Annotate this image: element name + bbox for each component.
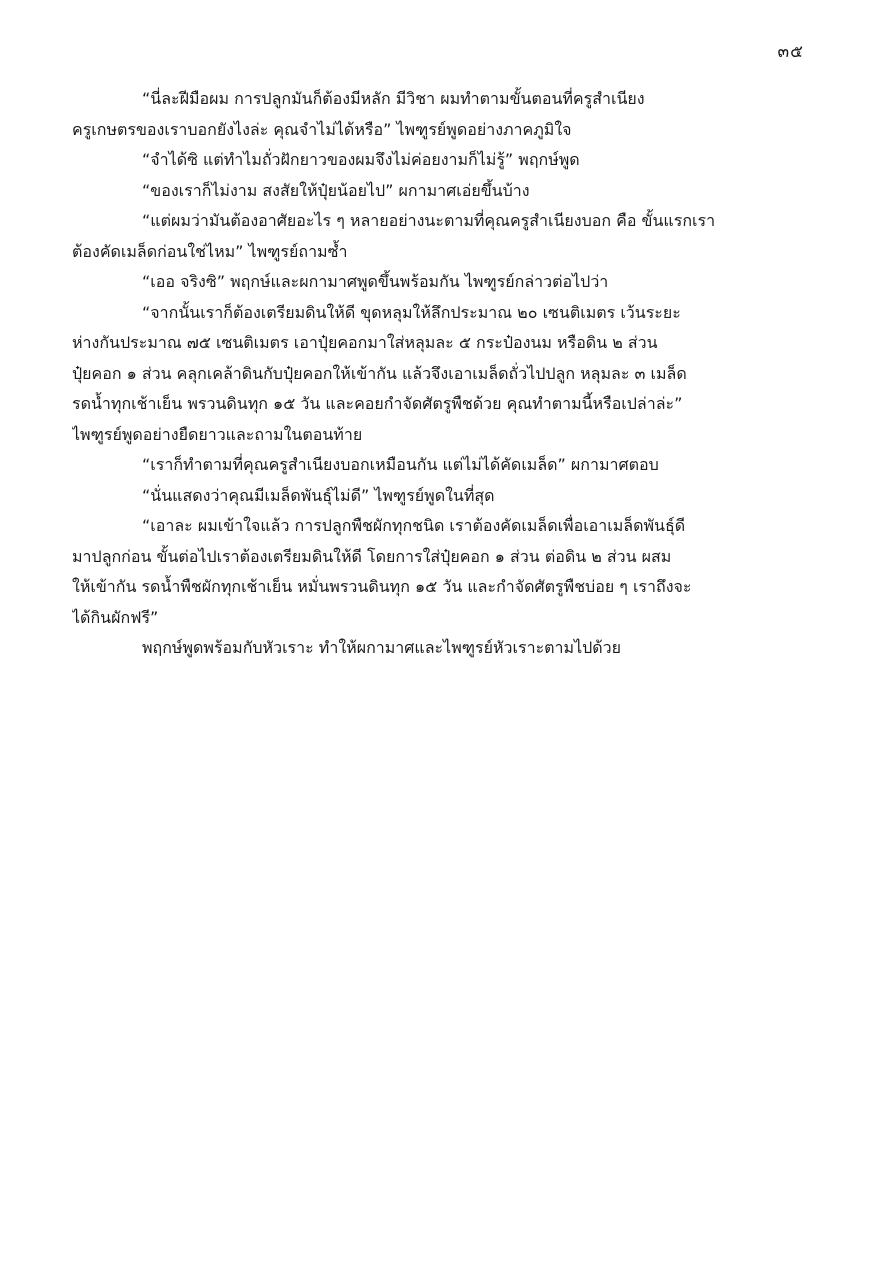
paragraph-line: รดน้ำทุกเช้าเย็น พรวนดินทุก ๑๕ วัน และคอยกำจัดศัตรูพืชด้วย คุณทำตามนี้หรือเปล่าล่ะ”	[72, 394, 683, 413]
paragraph-line: ต้องคัดเมล็ดก่อนใช่ไหม” ไพฑูรย์ถามซ้ำ	[72, 241, 348, 261]
paragraph-line: “เราก็ทำตามที่คุณครูสำเนียงบอกเหมือนกัน แต่ไม่ได้คัดเมล็ด” ผกามาศตอบ	[142, 455, 659, 474]
paragraph-line: พฤกษ์พูดพร้อมกับหัวเราะ ทำให้ผกามาศและไพฑูรย์หัวเราะตามไปด้วย	[142, 638, 622, 657]
paragraph-line: “ของเราก็ไม่งาม สงสัยให้ปุ๋ยน้อยไป” ผกามาศเอ่ยขึ้นบ้าง	[142, 180, 530, 200]
story-body	[72, 84, 796, 664]
paragraph-line: “นั่นแสดงว่าคุณมีเมล็ดพันธุ์ไม่ดี” ไพฑูรย์พูดในที่สุด	[142, 485, 495, 505]
paragraph-line: ได้กินผักฟรี”	[72, 607, 159, 627]
paragraph-line: “จากนั้นเราก็ต้องเตรียมดินให้ดี ขุดหลุมให้ลึกประมาณ ๒๐ เซนติเมตร เว้นระยะ	[142, 302, 681, 322]
paragraph-2	[72, 145, 796, 176]
paragraph-3	[72, 176, 796, 207]
paragraph-4	[72, 206, 796, 267]
paragraph-line: มาปลูกก่อน ขั้นต่อไปเราต้องเตรียมดินให้ดี โดยการใส่ปุ๋ยคอก ๑ ส่วน ต่อดิน ๒ ส่วน ผสม	[72, 546, 672, 566]
paragraph-line: “นี่ละฝีมือผม การปลูกมันก็ต้องมีหลัก มีวิชา ผมทำตามขั้นตอนที่ครูสำเนียง	[142, 89, 645, 108]
paragraph-line: ห่างกันประมาณ ๗๕ เซนติเมตร เอาปุ๋ยคอกมาใส่หลุมละ ๕ กระป๋องนม หรือดิน ๒ ส่วน	[72, 333, 658, 352]
paragraph-9	[72, 511, 796, 633]
paragraph-line: “เอาละ ผมเข้าใจแล้ว การปลูกพืชผักทุกชนิด เราต้องคัดเมล็ดเพื่อเอาเมล็ดพันธุ์ดี	[142, 516, 686, 535]
paragraph-7	[72, 450, 796, 481]
paragraph-1	[72, 84, 796, 145]
paragraph-line: ครูเกษตรของเราบอกยังไงล่ะ คุณจำไม่ได้หรือ” ไพฑูรย์พูดอย่างภาคภูมิใจ	[72, 119, 572, 139]
paragraph-10	[72, 633, 796, 664]
paragraph-line: “จำได้ซิ แต่ทำไมถั่วฝักยาวของผมจึงไม่ค่อยงามก็ไม่รู้” พฤกษ์พูด	[142, 150, 580, 169]
paragraph-5	[72, 267, 796, 298]
paragraph-line: ไพฑูรย์พูดอย่างยืดยาวและถามในตอนท้าย	[72, 424, 363, 444]
paragraph-8	[72, 481, 796, 512]
paragraph-line: “เออ จริงซิ” พฤกษ์และผกามาศพูดขึ้นพร้อมกัน ไพฑูรย์กล่าวต่อไปว่า	[142, 272, 609, 291]
paragraph-6	[72, 298, 796, 451]
paragraph-line: “แต่ผมว่ามันต้องอาศัยอะไร ๆ หลายอย่างนะตามที่คุณครูสำเนียงบอก คือ ขั้นแรกเรา	[142, 211, 716, 230]
paragraph-line: ให้เข้ากัน รดน้ำพืชผักทุกเช้าเย็น หมั่นพรวนดินทุก ๑๕ วัน และกำจัดศัตรูพืชบ่อย ๆ เราถึงจะ	[72, 577, 692, 596]
paragraph-line: ปุ๋ยคอก ๑ ส่วน คลุกเคล้าดินกับปุ๋ยคอกให้เข้ากัน แล้วจึงเอาเมล็ดถั่วไปปลูก หลุมละ ๓ เมล็ด	[72, 363, 687, 383]
page-number: ๓๕	[777, 42, 804, 62]
